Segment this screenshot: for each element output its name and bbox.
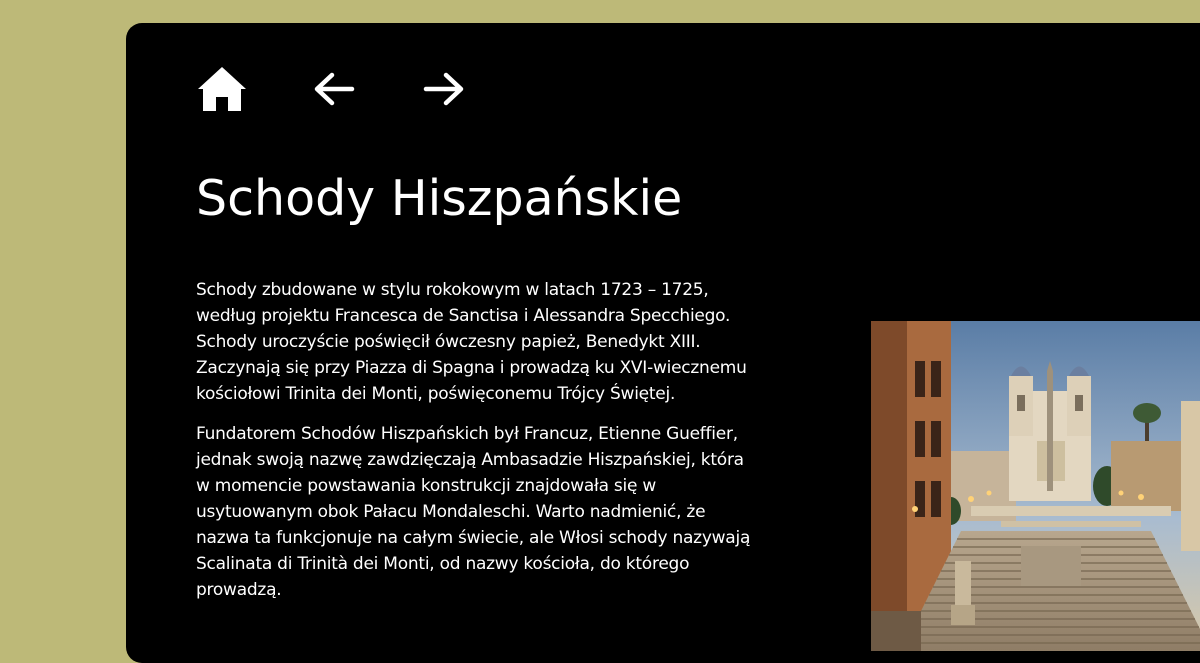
article-paragraph: Schody zbudowane w stylu rokokowym w latach 1723 – 1725, według projektu Francesca de Sanctisa i Alessandra Specchiego. Schody uroczyście poświęcił ówczesny papież, Benedykt XIII. Zaczynają się przy Piazza di Spagna i prowadzą ku XVI-wiecznemu kościołowi Trinita dei Monti, poświęconemu Trójcy Świętej. — [196, 280, 747, 404]
navigation-bar — [196, 63, 466, 115]
article-body — [196, 277, 756, 617]
arrow-right-icon — [422, 71, 466, 107]
back-button[interactable] — [312, 67, 356, 111]
spanish-steps-photo — [871, 321, 1200, 651]
forward-button[interactable] — [422, 67, 466, 111]
arrow-left-icon — [312, 71, 356, 107]
article-paragraph: Fundatorem Schodów Hiszpańskich był Francuz, Etienne Gueffier, jednak swoją nazwę zawdzięczają Ambasadzie Hiszpańskiej, która w momencie powstawania konstrukcji znajdowała się w usytuowanym obok Pałacu Mondaleschi. Warto nadmienić, że nazwa ta funkcjonuje na całym świecie, ale Włosi schody nazywają Scalinata di Trinità dei Monti, od nazwy kościoła, do którego prowadzą. — [196, 424, 751, 600]
home-icon — [196, 65, 248, 113]
content-panel — [126, 23, 1200, 663]
page-title: Schody Hiszpańskie — [196, 170, 683, 227]
home-button[interactable] — [196, 63, 248, 115]
